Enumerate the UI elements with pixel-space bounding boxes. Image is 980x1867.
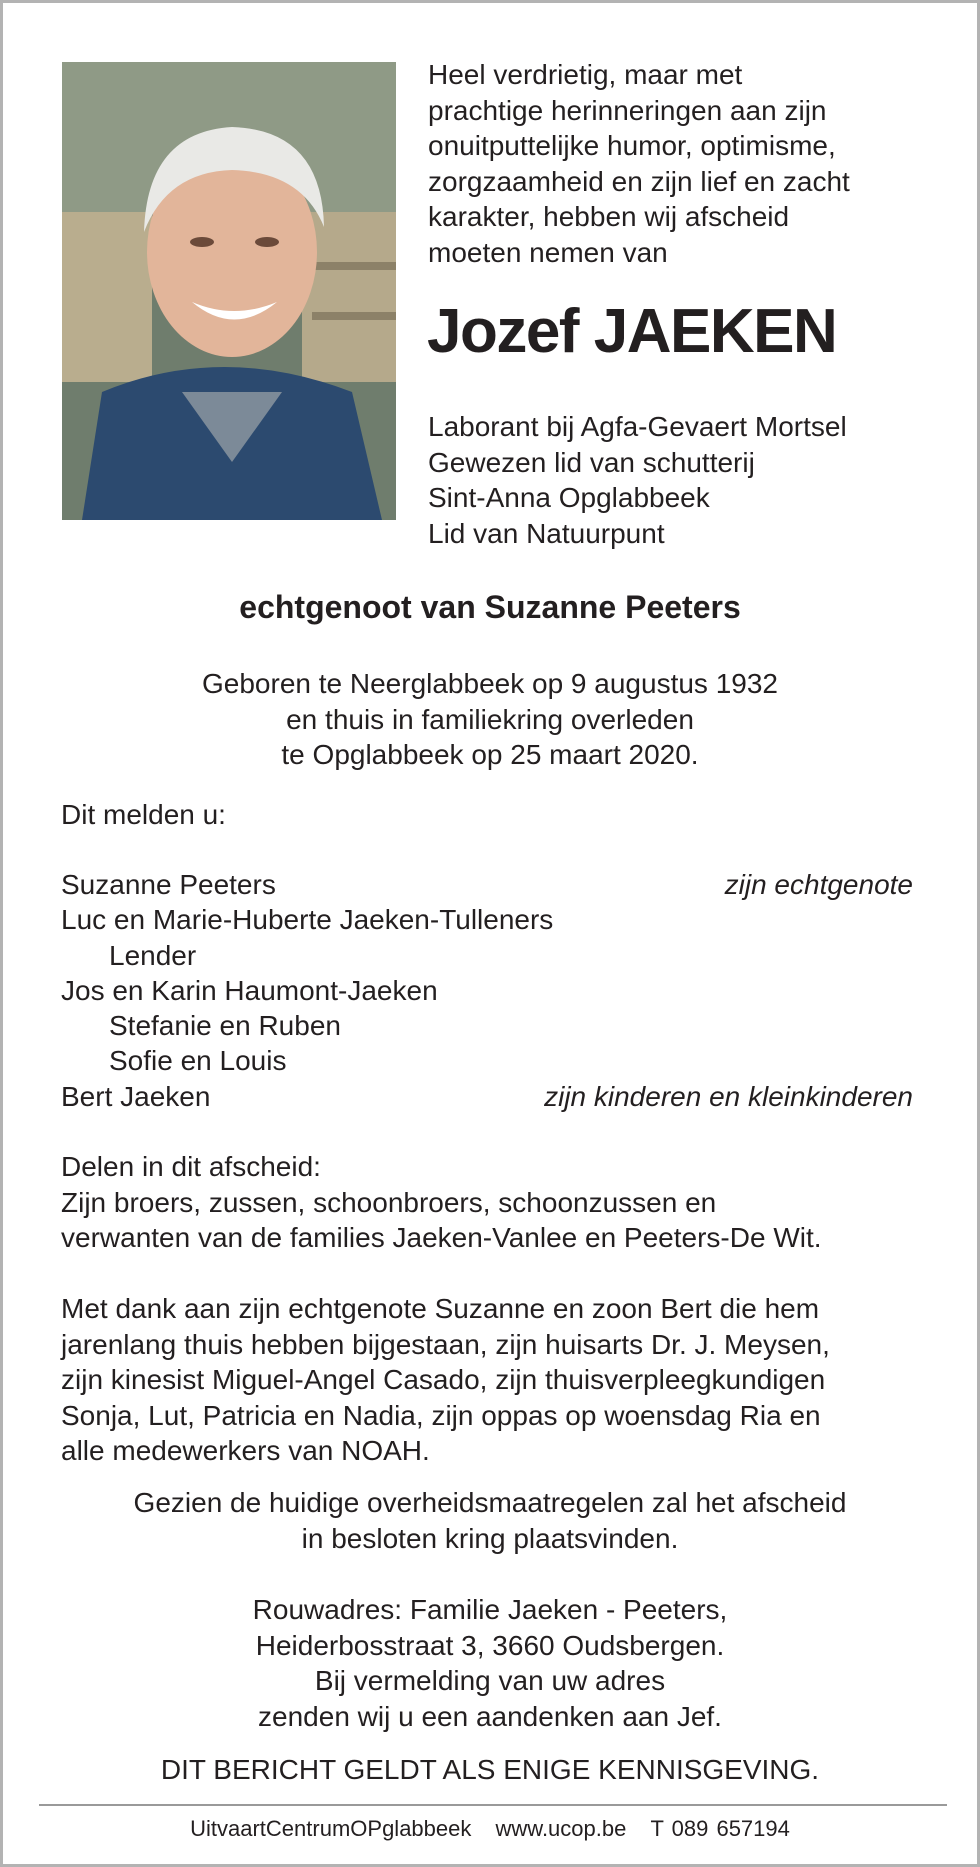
intro-line: karakter, hebben wij afscheid <box>428 201 790 232</box>
roles-list <box>428 409 968 551</box>
thanks-line: jarenlang thuis hebben bijgestaan, zijn huisarts Dr. J. Meysen, <box>61 1328 830 1360</box>
share-line: Zijn broers, zussen, schoonbroers, schoonzussen en <box>61 1186 717 1218</box>
family-name: Stefanie en Ruben <box>109 1010 341 1042</box>
family-name: Lender <box>109 939 197 971</box>
share-line: Delen in dit afscheid: <box>61 1151 321 1182</box>
family-name: Jos en Karin Haumont-Jaeken <box>61 974 438 1006</box>
intro-line: prachtige herinneringen aan zijn <box>428 94 827 126</box>
covid-line: Gezien de huidige overheidsmaatregelen zal het afscheid <box>133 1487 847 1518</box>
birth-line: en thuis in familiekring overleden <box>286 703 694 735</box>
footer-company: UitvaartCentrumOPglabbeek <box>190 1816 472 1841</box>
thanks-section <box>61 1291 941 1469</box>
family-row <box>61 973 913 1008</box>
family-relation: zijn kinderen en kleinkinderen <box>544 1080 913 1112</box>
family-row <box>61 938 913 973</box>
intro-line: moeten nemen van <box>428 236 668 268</box>
role-line: Laborant bij Agfa-Gevaert Mortsel <box>428 411 847 442</box>
birth-line: Geboren te Neerglabbeek op 9 augustus 1932 <box>202 668 778 699</box>
role-line: Lid van Natuurpunt <box>428 517 665 549</box>
mourning-address <box>3 1592 977 1734</box>
share-line: verwanten van de families Jaeken-Vanlee en Peeters-De Wit. <box>61 1222 822 1253</box>
footer-phone: T 089 657194 <box>650 1816 790 1841</box>
portrait-photo <box>62 62 396 520</box>
footer <box>3 1814 977 1844</box>
family-row <box>61 1008 913 1043</box>
footer-website[interactable]: www.ucop.be <box>495 1816 627 1841</box>
family-name: Luc en Marie-Huberte Jaeken-Tulleners <box>61 904 554 936</box>
intro-line: onuitputtelijke humor, optimisme, <box>428 130 836 161</box>
role-line: Gewezen lid van schutterij <box>428 446 755 478</box>
address-line: Rouwadres: Familie Jaeken - Peeters, <box>252 1594 728 1625</box>
share-section <box>61 1149 941 1256</box>
thanks-line: alle medewerkers van NOAH. <box>61 1435 430 1466</box>
family-name: Bert Jaeken <box>61 1080 211 1112</box>
notice-line: DIT BERICHT GELDT ALS ENIGE KENNISGEVING. <box>160 1754 820 1785</box>
family-row <box>61 1043 913 1078</box>
family-name: Suzanne Peeters <box>61 869 276 900</box>
family-row <box>61 867 913 902</box>
family-row <box>61 902 913 937</box>
announce-heading: Dit melden u: <box>61 799 226 830</box>
birth-line: te Opglabbeek op 25 maart 2020. <box>281 739 699 770</box>
divider <box>39 1804 947 1806</box>
intro-line: zorgzaamheid en zijn lief en zacht <box>428 165 850 197</box>
intro-line: Heel verdrietig, maar met <box>428 59 743 90</box>
address-line: Heiderbosstraat 3, 3660 Oudsbergen. <box>255 1629 725 1661</box>
address-line: zenden wij u een aandenken aan Jef. <box>258 1700 722 1732</box>
role-line: Sint-Anna Opglabbeek <box>428 482 710 513</box>
thanks-line: Sonja, Lut, Patricia en Nadia, zijn oppas op woensdag Ria en <box>61 1399 821 1431</box>
family-list <box>61 867 913 1114</box>
family-relation: zijn echtgenote <box>724 869 913 900</box>
family-name: Sofie en Louis <box>109 1045 287 1077</box>
birth-death-info <box>3 666 977 773</box>
thanks-line: zijn kinesist Miguel-Angel Casado, zijn thuisverpleegkundigen <box>61 1364 826 1395</box>
family-row <box>61 1079 913 1114</box>
address-line: Bij vermelding van uw adres <box>314 1665 666 1696</box>
thanks-line: Met dank aan zijn echtgenote Suzanne en zoon Bert die hem <box>61 1293 820 1324</box>
intro-text <box>428 57 948 270</box>
spouse-line: echtgenoot van Suzanne Peeters <box>239 589 741 625</box>
covid-notice <box>3 1485 977 1556</box>
covid-line: in besloten kring plaatsvinden. <box>301 1522 679 1554</box>
deceased-name: Jozef JAEKEN <box>427 297 837 366</box>
